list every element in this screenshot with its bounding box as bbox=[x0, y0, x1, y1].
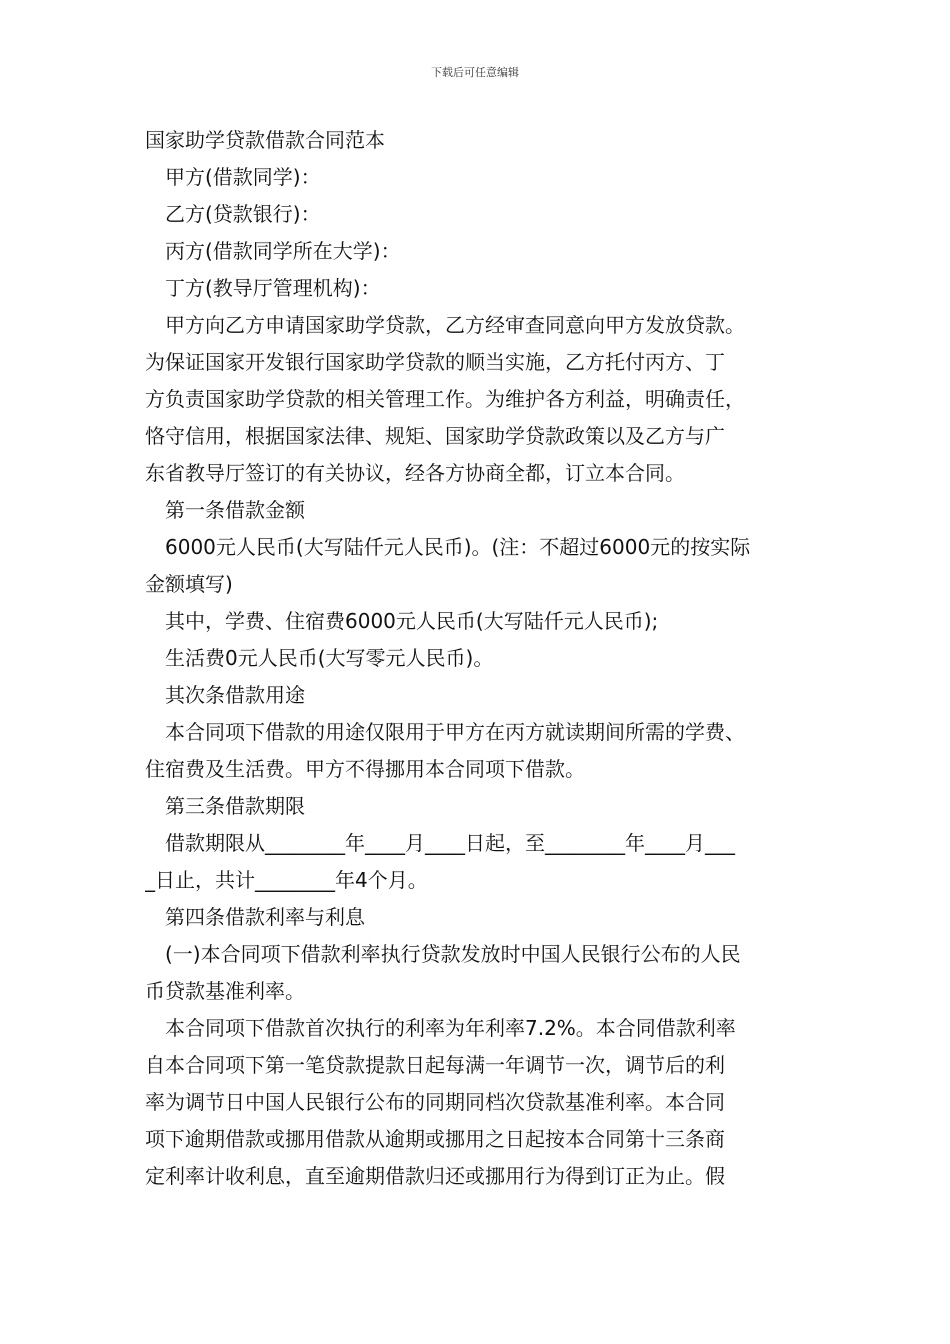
document-line: 其中，学费、住宿费6000元人民币(大写陆仟元人民币); bbox=[165, 609, 659, 633]
document-line: 本合同项下借款首次执行的利率为年利率7.2%。本合同借款利率 bbox=[165, 1016, 736, 1040]
document-line: 率为调节日中国人民银行公布的同期同档次贷款基准利率。本合同 bbox=[145, 1090, 725, 1114]
document-line: 自本合同项下第一笔贷款提款日起每满一年调节一次，调节后的利 bbox=[145, 1053, 725, 1077]
document-line: 第三条借款期限 bbox=[165, 794, 305, 818]
document-line: (一)本合同项下借款利率执行贷款发放时中国人民银行公布的人民 bbox=[165, 942, 741, 966]
document-line: 方负责国家助学贷款的相关管理工作。为维护各方利益，明确责任， bbox=[145, 387, 745, 411]
document-title: 国家助学贷款借款合同范本 bbox=[145, 128, 385, 152]
document-line: 本合同项下借款的用途仅限用于甲方在丙方就读期间所需的学费、 bbox=[165, 720, 745, 744]
document-line: 住宿费及生活费。甲方不得挪用本合同项下借款。 bbox=[145, 757, 585, 781]
page-header: 下载后可任意编辑 bbox=[431, 66, 519, 79]
document-line: 其次条借款用途 bbox=[165, 683, 305, 707]
document-line: _日止，共计________年4个月。 bbox=[145, 868, 428, 892]
document-line: 丁方(教导厅管理机构)： bbox=[165, 276, 381, 300]
document-line: 币贷款基准利率。 bbox=[145, 979, 305, 1003]
document-line: 第四条借款利率与利息 bbox=[165, 905, 365, 929]
document-line: 借款期限从________年____月____日起，至________年____月___ bbox=[165, 831, 735, 855]
document-line: 项下逾期借款或挪用借款从逾期或挪用之日起按本合同第十三条商 bbox=[145, 1127, 725, 1151]
document-line: 甲方向乙方申请国家助学贷款，乙方经审查同意向甲方发放贷款。 bbox=[165, 313, 745, 337]
document-line: 第一条借款金额 bbox=[165, 498, 305, 522]
document-line: 恪守信用，根据国家法律、规矩、国家助学贷款政策以及乙方与广 bbox=[145, 424, 725, 448]
document-line: 生活费0元人民币(大写零元人民币)。 bbox=[165, 646, 494, 670]
document-line: 东省教导厅签订的有关协议，经各方协商全都，订立本合同。 bbox=[145, 461, 685, 485]
document-line: 甲方(借款同学)： bbox=[165, 165, 321, 189]
document-line: 定利率计收利息，直至逾期借款归还或挪用行为得到订正为止。假 bbox=[145, 1164, 725, 1188]
document-body bbox=[145, 122, 813, 1195]
document-line: 丙方(借款同学所在大学)： bbox=[165, 239, 401, 263]
document-line: 乙方(贷款银行)： bbox=[165, 202, 321, 226]
document-line: 6000元人民币(大写陆仟元人民币)。(注：不超过6000元的按实际 bbox=[165, 535, 751, 559]
document-line: 金额填写) bbox=[145, 572, 233, 596]
document-line: 为保证国家开发银行国家助学贷款的顺当实施，乙方托付丙方、丁 bbox=[145, 350, 725, 374]
